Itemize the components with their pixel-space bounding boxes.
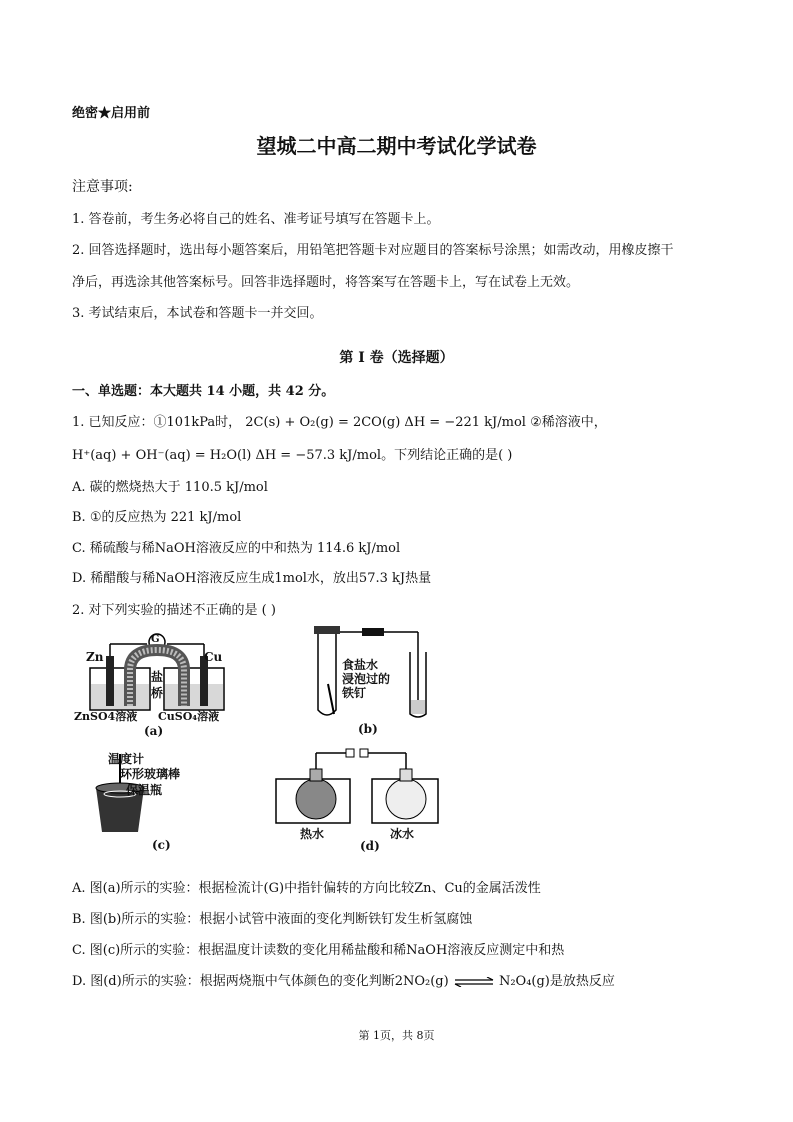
hot-water-label: 热水 (300, 827, 325, 841)
q2-option-d-pre: D. 图(d)所示的实验：根据两烧瓶中气体颜色的变化判断2NO₂(g) (72, 974, 449, 989)
q1-option-d: D. 稀醋酸与稀NaOH溶液反应生成1mol水，放出57.3 kJ热量 (72, 571, 432, 586)
figure-a-caption: (a) (144, 724, 164, 738)
cu-electrode-label: Cu (204, 650, 223, 664)
ice-water-label: 冰水 (390, 827, 415, 841)
zn-electrode-label: Zn (86, 650, 104, 664)
q1-line1-post: ②稀溶液中， (530, 415, 607, 430)
q1-option-a: A. 碳的燃烧热大于 110.5 kJ/mol (72, 480, 268, 495)
figure-b-caption: (b) (358, 722, 378, 736)
equilibrium-drawing (272, 745, 442, 855)
salt-bridge-label-2: 桥 (151, 686, 164, 700)
equilibrium-arrow-icon (453, 977, 495, 987)
iron-nail-label: 铁钉 (342, 686, 367, 700)
thermos-label: 保温瓶 (126, 783, 163, 797)
q1-equation: 2C(s) + O₂(g) = 2CO(g) ΔH = −221 kJ/mol (245, 415, 526, 430)
q1-option-b: B. ①的反应热为 221 kJ/mol (72, 510, 242, 525)
q2-stem: 2. 对下列实验的描述不正确的是 ( ) (72, 603, 276, 618)
section-title: 第 I 卷（选择题） (339, 350, 454, 366)
notice-item-2b: 净后，再选涂其他答案标号。回答非选择题时，将答案写在答题卡上，写在试卷上无效。 (72, 275, 580, 290)
salt-water-label: 食盐水 (342, 658, 379, 672)
page-footer: 第 1页，共 8页 (358, 1029, 435, 1042)
q2-option-d (72, 970, 615, 989)
q2-option-b: B. 图(b)所示的实验：根据小试管中液面的变化判断铁钉发生析氢腐蚀 (72, 912, 473, 927)
q2-option-c: C. 图(c)所示的实验：根据温度计读数的变化用稀盐酸和稀NaOH溶液反应测定中和热 (72, 943, 565, 958)
confidential-mark: 绝密★启用前 (72, 106, 151, 121)
figure-c-caption: (c) (152, 838, 171, 852)
notice-item-1: 1. 答卷前，考生务必将自己的姓名、准考证号填写在答题卡上。 (72, 212, 440, 227)
notice-heading: 注意事项: (72, 179, 133, 195)
figure-d-equilibrium (272, 745, 442, 855)
q2-option-a: A. 图(a)所示的实验：根据检流计(G)中指针偏转的方向比较Zn、Cu的金属活泼性 (72, 881, 541, 896)
stirrer-label: 环形玻璃棒 (120, 767, 181, 781)
q1-option-c: C. 稀硫酸与稀NaOH溶液反应的中和热为 114.6 kJ/mol (72, 541, 401, 556)
q1-line1-pre: 1. 已知反应：①101kPa时， (72, 415, 242, 430)
figure-b-nail-corrosion (300, 622, 440, 740)
section-subtitle: 一、单选题：本大题共 14 小题，共 42 分。 (72, 384, 335, 399)
galvanometer-label: G (151, 634, 160, 645)
notice-item-2a: 2. 回答选择题时，选出每小题答案后，用铅笔把答题卡对应题目的答案标号涂黑；如需改动，用橡皮擦干 (72, 243, 674, 258)
figure-c-calorimeter (90, 750, 220, 850)
notice-item-3: 3. 考试结束后，本试卷和答题卡一并交回。 (72, 306, 323, 321)
page-title: 望城二中高二期中考试化学试卷 (256, 134, 537, 158)
figure-a-galvanic-cell (72, 630, 242, 740)
figure-d-caption: (d) (360, 839, 380, 853)
q1-line2: H⁺(aq) + OH⁻(aq) = H₂O(l) ΔH = −57.3 kJ/mol。下列结论正确的是( ) (72, 448, 513, 463)
soaked-label: 浸泡过的 (342, 672, 391, 686)
q1-line1 (72, 411, 607, 430)
cuso4-solution-label: CuSO₄溶液 (158, 710, 220, 723)
znso4-solution-label: ZnSO4溶液 (74, 710, 138, 723)
thermometer-label: 温度计 (108, 752, 145, 766)
q2-option-d-post: N₂O₄(g)是放热反应 (498, 974, 615, 989)
salt-bridge-label-1: 盐 (151, 670, 164, 684)
